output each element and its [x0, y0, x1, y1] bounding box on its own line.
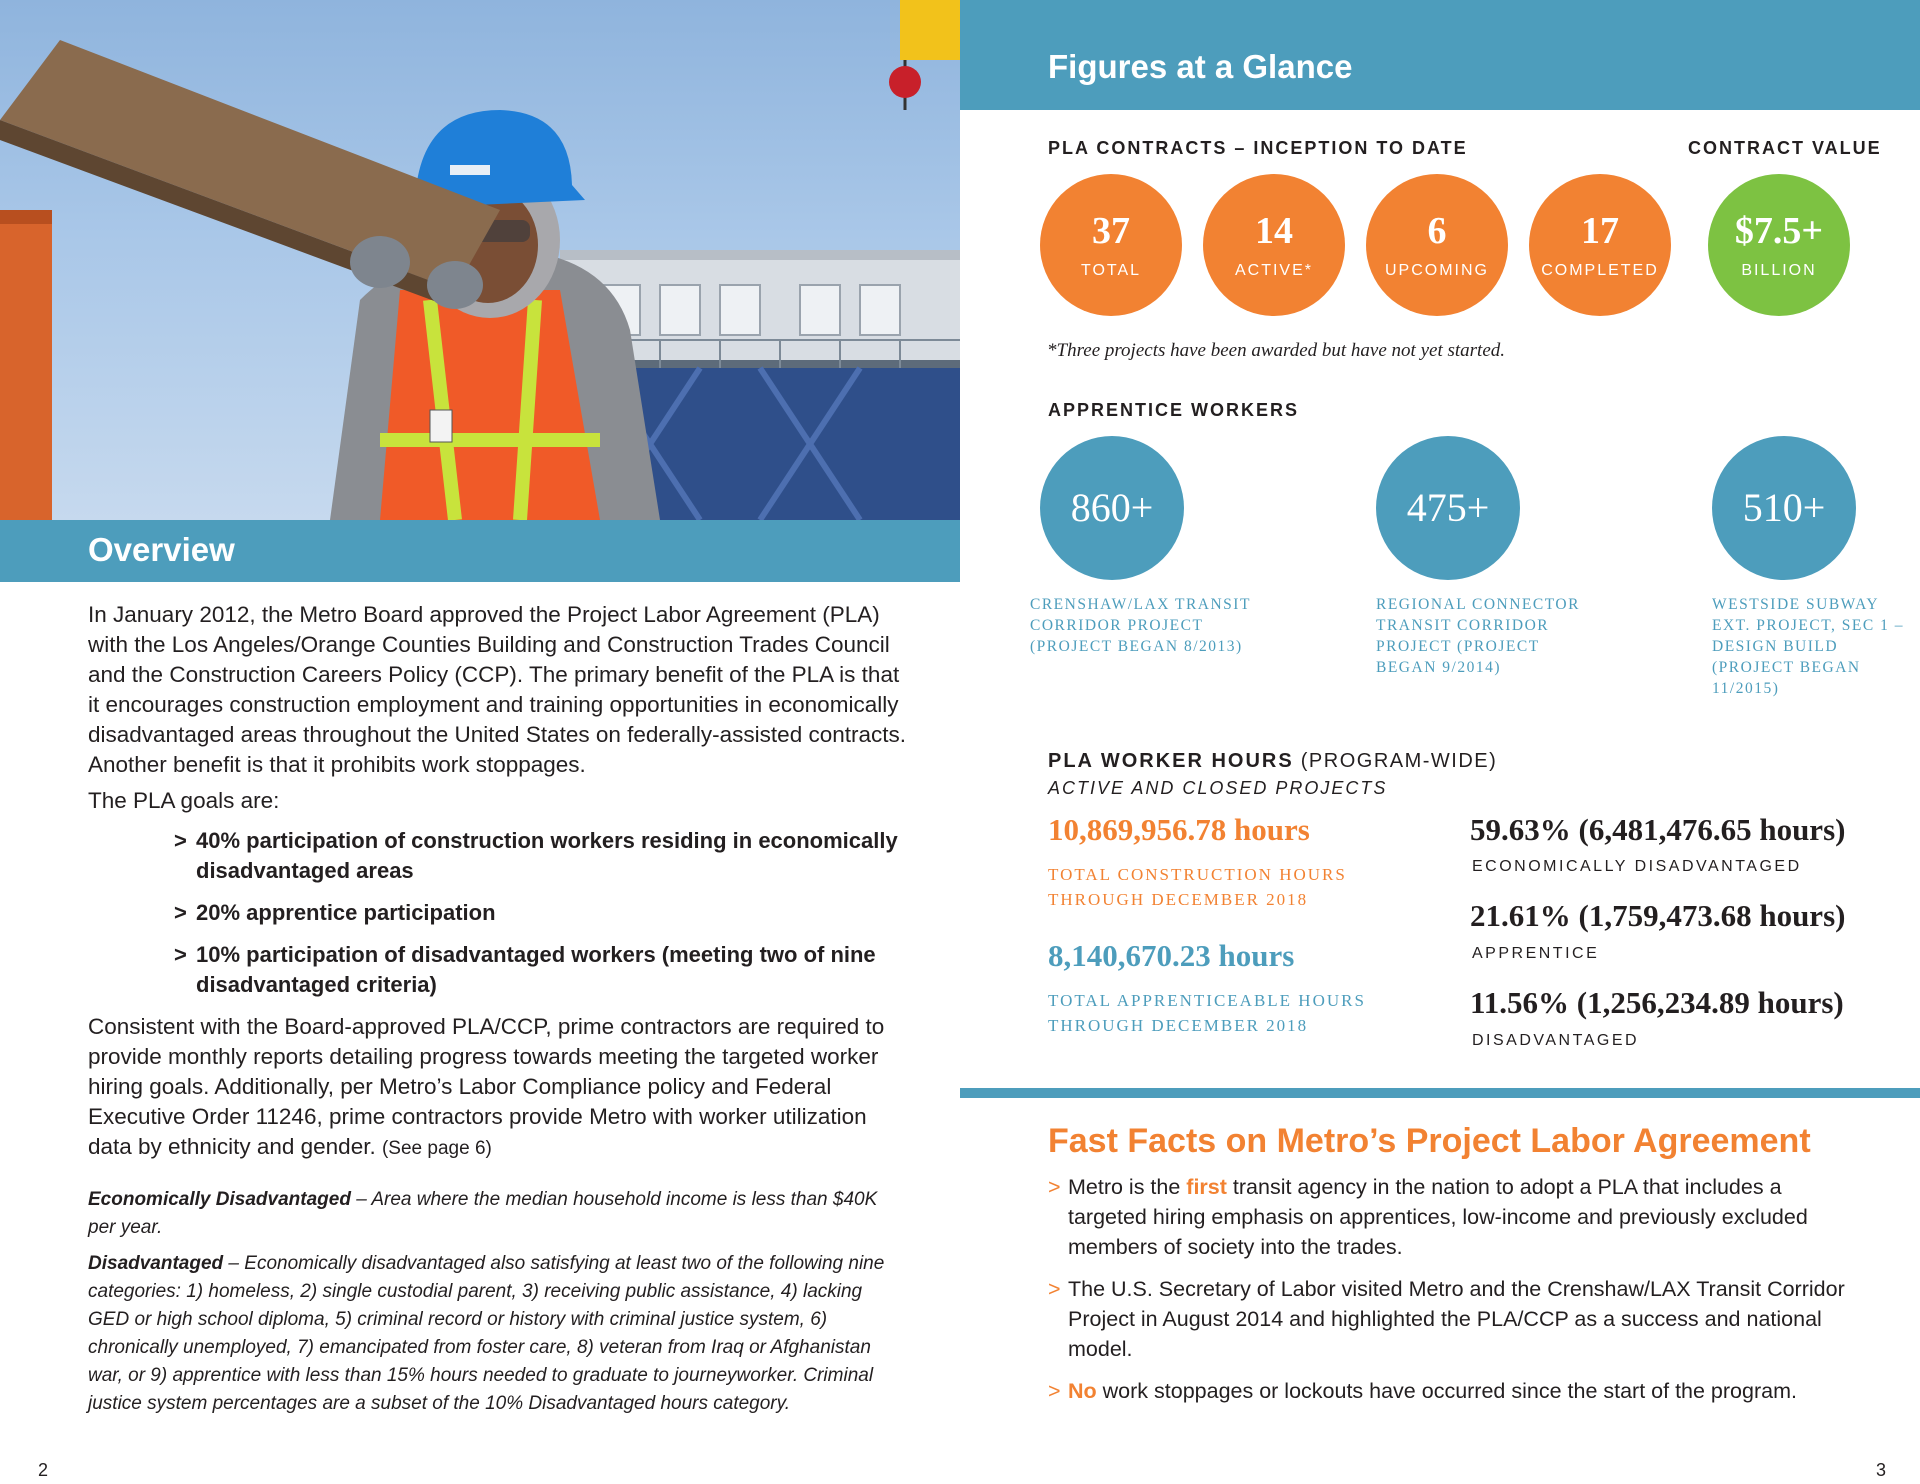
fast-facts-list [1048, 1172, 1848, 1418]
arrow-icon: > [1048, 1175, 1061, 1199]
overview-paragraph-2: Consistent with the Board-approved PLA/CCP, prime contractors are required to provide monthly reports detailing progress towards meeting the targeted worker hiring goals. Additionally, per Metro’s Labor Compliance policy and Federal Executive Order 11246, prime contractors provide Metro with worker utilization data by ethnicity and gender. (See page 6) [88, 1014, 885, 1159]
contracts-active-circle: 14 ACTIVE* [1203, 174, 1345, 316]
total-hours-value: 10,869,956.78 hours [1048, 812, 1310, 847]
apprentice-crenshaw-circle: 860+ [1040, 436, 1184, 580]
contracts-footnote: *Three projects have been awarded but have not yet started. [1047, 340, 1506, 361]
breakdown-econ-value: 59.63% (6,481,476.65 hours) [1470, 812, 1846, 847]
contract-value-circle: $7.5+ BILLION [1708, 174, 1850, 316]
worker-hours-subtitle: ACTIVE AND CLOSED PROJECTS [1048, 778, 1388, 798]
apprenticeable-hours-caption: TOTAL APPRENTICEABLE HOURS THROUGH DECEMBER 2018 [1048, 991, 1366, 1035]
fast-facts-title: Fast Facts on Metro’s Project Labor Agreement [1048, 1122, 1811, 1160]
contracts-total-circle: 37 TOTAL [1040, 174, 1182, 316]
arrow-icon: > [174, 900, 187, 925]
figures-header-band [960, 0, 1920, 110]
apprentice-regional-caption: REGIONAL CONNECTOR TRANSIT CORRIDOR PROJECT (PROJECT BEGAN 9/2014) [1376, 596, 1580, 676]
arrow-icon: > [174, 828, 187, 853]
contracts-completed-circle: 17 COMPLETED [1529, 174, 1671, 316]
contracts-upcoming-circle: 6 UPCOMING [1366, 174, 1508, 316]
contracts-label: PLA CONTRACTS – INCEPTION TO DATE [1048, 138, 1468, 158]
construction-worker-illustration [0, 0, 960, 520]
fast-fact-item: > The U.S. Secretary of Labor visited Metro and the Crenshaw/LAX Transit Corridor Project in August 2014 and highlighted the PLA/CCP as a success and national model. [1048, 1274, 1848, 1364]
goal-item: > 10% participation of disadvantaged workers (meeting two of nine disadvantaged criteria) [174, 940, 908, 1000]
total-hours-caption: TOTAL CONSTRUCTION HOURS THROUGH DECEMBER 2018 [1048, 865, 1347, 909]
definition-disadvantaged: Disadvantaged – Economically disadvantaged also satisfying at least two of the following nine categories: 1) homeless, 2) single custodial parent, 3) receiving public assistance, 4) lacking GED or high school diploma, 5) criminal record or history with criminal justice system, 6) chronically unemployed, 7) emancipated from foster care, 8) veteran from Iraq or Afghanistan war, or 9) apprentice with less than 15% hours needed to graduate to journeyworker. Criminal justice system percentages are a subset of the 10% Disadvantaged hours category. [88, 1253, 885, 1414]
overview-header-band [0, 520, 960, 582]
fast-fact-item: > No work stoppages or lockouts have occurred since the start of the program. [1048, 1376, 1848, 1406]
breakdown-econ-label: ECONOMICALLY DISADVANTAGED [1472, 858, 1802, 875]
apprentice-westside-circle: 510+ [1712, 436, 1856, 580]
definition-economically-disadvantaged: Economically Disadvantaged – Area where the median household income is less than $40K per year. [88, 1189, 878, 1238]
overview-paragraph-1: In January 2012, the Metro Board approved the Project Labor Agreement (PLA) with the Los Angeles/Orange Counties Building and Construction Trades Council and the Construction Careers Policy (CCP). The primary benefit of the PLA is that it encourages construction employment and training opportunities in economically disadvantaged areas throughout the United States on federally-assisted contracts. Another benefit is that it prohibits work stoppages. [88, 602, 906, 777]
overview-body [88, 600, 908, 1418]
apprenticeable-hours-value: 8,140,670.23 hours [1048, 938, 1295, 973]
breakdown-disadvantaged-label: DISADVANTAGED [1472, 1032, 1640, 1049]
apprentice-westside-caption: WESTSIDE SUBWAY EXT. PROJECT, SEC 1 – DESIGN BUILD (PROJECT BEGAN 11/2015) [1712, 596, 1904, 697]
figures-title: Figures at a Glance [1048, 48, 1353, 85]
apprentice-label: APPRENTICE WORKERS [1048, 400, 1300, 420]
worker-photo [0, 0, 960, 520]
see-page-reference: (See page 6) [381, 1138, 492, 1159]
goals-list [88, 826, 908, 1000]
arrow-icon: > [1048, 1277, 1061, 1301]
arrow-icon: > [1048, 1379, 1061, 1403]
goals-label: The PLA goals are: [88, 788, 280, 813]
worker-hours-title: PLA WORKER HOURS (PROGRAM-WIDE) [1048, 750, 1498, 772]
goal-item: > 20% apprentice participation [174, 898, 908, 928]
apprentice-crenshaw-caption: CRENSHAW/LAX TRANSIT CORRIDOR PROJECT (PROJECT BEGAN 8/2013) [1030, 596, 1251, 655]
overview-title: Overview [88, 531, 235, 568]
breakdown-apprentice-value: 21.61% (1,759,473.68 hours) [1470, 898, 1846, 933]
arrow-icon: > [174, 942, 187, 967]
section-divider [960, 1088, 1920, 1098]
page-number-right: 3 [1876, 1460, 1887, 1480]
breakdown-apprentice-label: APPRENTICE [1472, 945, 1600, 962]
goal-item: > 40% participation of construction workers residing in economically disadvantaged areas [174, 826, 908, 886]
fast-fact-item: > Metro is the first transit agency in the nation to adopt a PLA that includes a targeted hiring emphasis on apprentices, low-income and previously excluded members of society into the trades. [1048, 1172, 1848, 1262]
contract-value-label: CONTRACT VALUE [1688, 138, 1882, 158]
breakdown-disadvantaged-value: 11.56% (1,256,234.89 hours) [1470, 985, 1844, 1020]
page-number-left: 2 [38, 1460, 49, 1480]
apprentice-regional-circle: 475+ [1376, 436, 1520, 580]
